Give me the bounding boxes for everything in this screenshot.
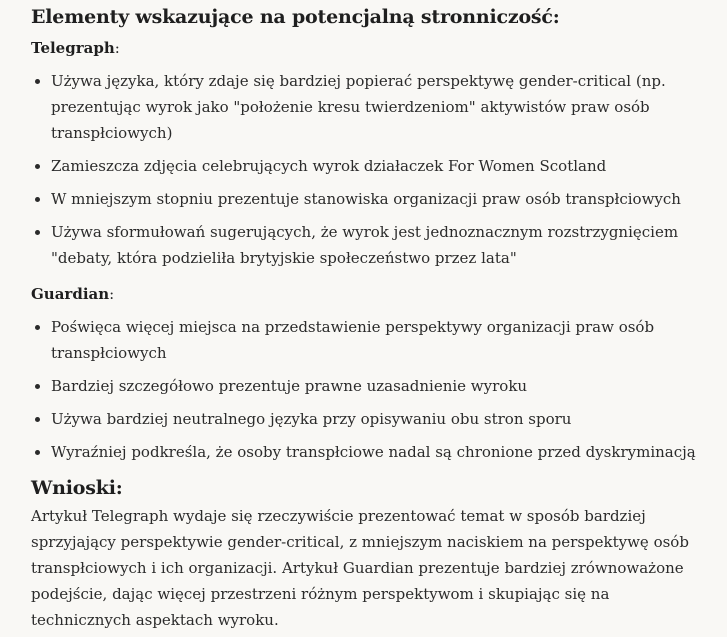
guardian-label-line: Guardian: [31, 285, 115, 303]
guardian-list [31, 314, 711, 465]
bias-heading: Elementy wskazujące na potencjalną stronniczość: [31, 6, 560, 28]
list-item: Używa języka, który zdaje się bardziej popierać perspektywę gender-critical (np. prezentując wyrok jako "położenie kresu twierdzeniom" aktywistów praw osób transpłciowych) [31, 68, 711, 146]
guardian-label: Guardian [31, 285, 110, 303]
list-item: Zamieszcza zdjęcia celebrujących wyrok działaczek For Women Scotland [31, 153, 711, 179]
list-item: Używa sformułowań sugerujących, że wyrok jest jednoznacznym rozstrzygnięciem "debaty, która podzieliła brytyjskie społeczeństwo przez lata" [31, 219, 711, 271]
telegraph-list [31, 68, 711, 271]
list-item: Wyraźniej podkreśla, że osoby transpłciowe nadal są chronione przed dyskryminacją [31, 439, 711, 465]
list-item: Poświęca więcej miejsca na przedstawienie perspektywy organizacji praw osób transpłciowych [31, 314, 711, 366]
list-item: W mniejszym stopniu prezentuje stanowiska organizacji praw osób transpłciowych [31, 186, 711, 212]
response-content [31, 0, 711, 633]
conclusions-heading: Wnioski: [31, 477, 123, 499]
list-item: Bardziej szczegółowo prezentuje prawne uzasadnienie wyroku [31, 373, 711, 399]
telegraph-label-line: Telegraph: [31, 39, 120, 57]
conclusions-paragraph: Artykuł Telegraph wydaje się rzeczywiście prezentować temat w sposób bardziej sprzyjający perspektywie gender-critical, z mniejszym naciskiem na perspektywę osób transpłciowych i ich organizacji. Artykuł Guardian prezentuje bardziej zrównoważone podejście, dając więcej przestrzeni różnym perspektywom i skupiając się na technicznych aspektach wyroku. [31, 507, 689, 629]
list-item: Używa bardziej neutralnego języka przy opisywaniu obu stron sporu [31, 406, 711, 432]
telegraph-label: Telegraph [31, 39, 115, 57]
